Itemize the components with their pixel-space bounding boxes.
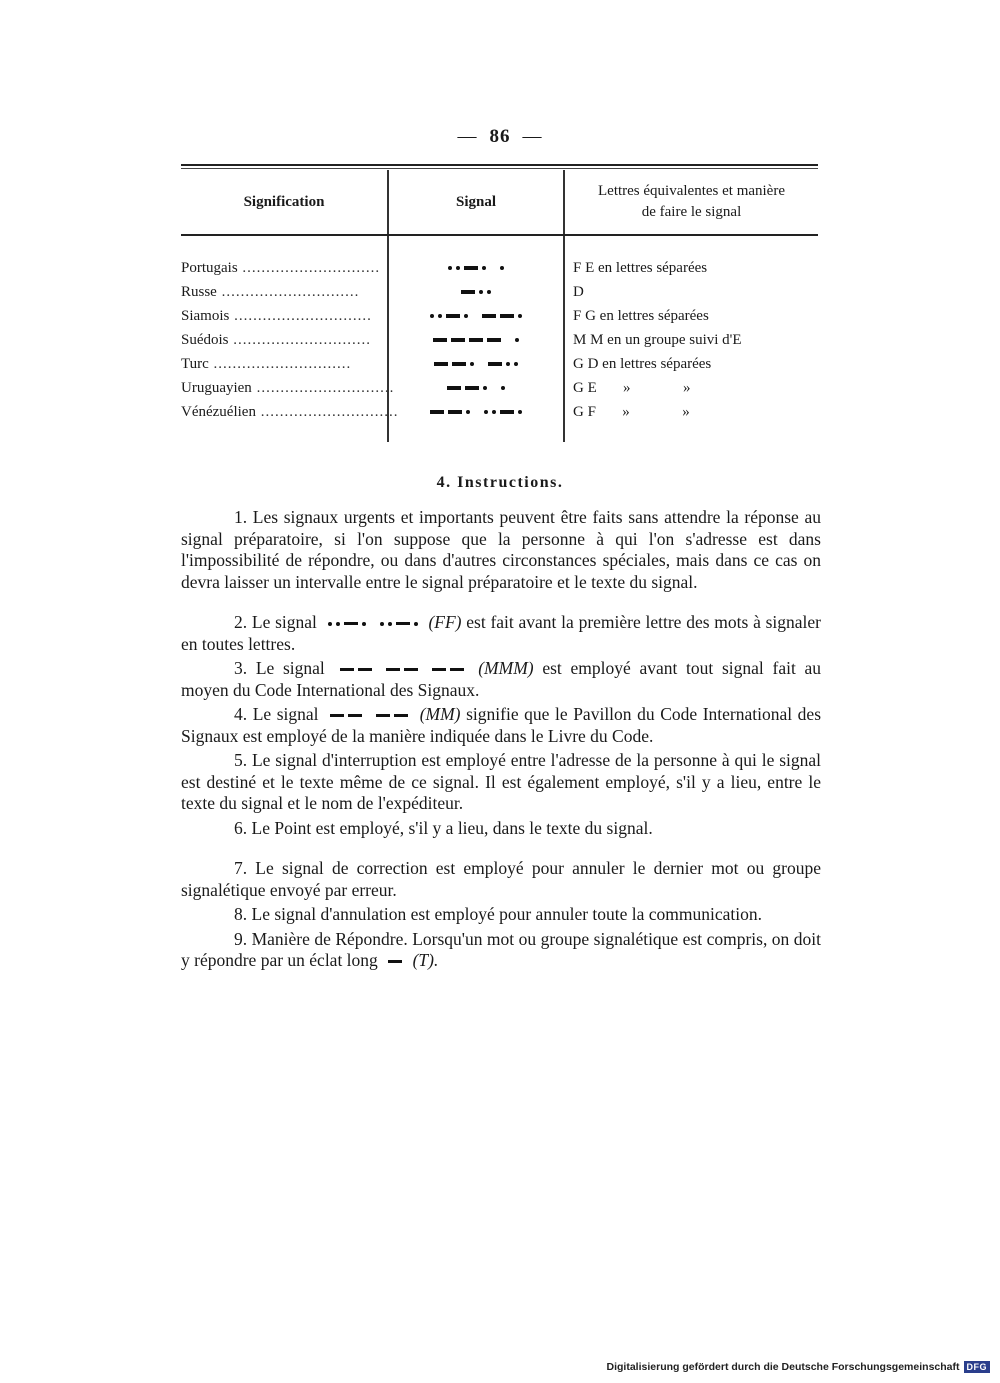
ditto-mark: » [622, 404, 630, 420]
morse-dot [518, 314, 522, 318]
paragraph-text: est employé avant tout signal fait au moyen du Code International des Signaux. [181, 658, 822, 700]
instruction-paragraph-9 [181, 929, 821, 972]
morse-dash [447, 386, 461, 390]
row-name-cell: Portugais ............................. [181, 260, 381, 276]
code-mmm: (MMM) [478, 658, 534, 678]
morse-dash [487, 338, 501, 342]
morse-dash [500, 314, 514, 318]
country-name: Portugais [181, 260, 238, 276]
row-name-cell: Vénézuélien ............................. [181, 404, 399, 420]
morse-dash [434, 362, 448, 366]
page-number [0, 126, 1000, 148]
signal-table [181, 164, 818, 442]
morse-dot [501, 386, 505, 390]
country-name: Siamois [181, 308, 230, 324]
instruction-paragraph-1: 1. Les signaux urgents et importants peuvent être faits sans attendre la réponse au signal préparatoire, si l'on suppose que la personne à qui l'on s'adresse est dans l'impossibilité de répondre, ou dans d'autres circonstances spéciales, mais dans ce cas on devra laisser un intervalle entre le signal préparatoire et le texte du signal. [181, 507, 821, 592]
ditto-mark: » [623, 380, 631, 396]
instructions-body [181, 507, 821, 972]
morse-dash [488, 362, 502, 366]
letters-value: G F [573, 404, 596, 420]
morse-signal [391, 352, 561, 376]
country-name: Vénézuélien [181, 404, 256, 420]
header-signification: Signification [243, 193, 325, 210]
morse-dash [430, 410, 444, 414]
paragraph-text: signifie que le Pavillon du Code International des Signaux est employé de la manière indiquée dans le Livre du Code. [181, 704, 822, 746]
morse-dash [469, 338, 483, 342]
morse-dash [433, 338, 447, 342]
country-name: Uruguayien [181, 380, 252, 396]
paragraph-text: 9. Manière de Répondre. Lorsqu'un mot ou groupe signalétique est compris, on doit y répondre par un éclat long [181, 928, 821, 970]
morse-signal [391, 328, 561, 352]
morse-dot [515, 338, 519, 342]
equivalent-letters: F G en lettres séparées [573, 308, 709, 324]
page-number-dash-left: — [457, 126, 478, 147]
morse-signal [391, 280, 561, 304]
row-name-cell: Suédois ............................. [181, 332, 372, 348]
morse-dash [452, 362, 466, 366]
country-name: Suédois [181, 332, 229, 348]
table-row [181, 256, 818, 280]
digitization-footer [607, 1361, 990, 1373]
dfg-logo: DFG [964, 1361, 991, 1373]
morse-glyphs [446, 266, 506, 270]
morse-dot [492, 410, 496, 414]
row-name-cell: Russe ............................. [181, 284, 360, 300]
header-signal: Signal [455, 193, 497, 210]
table-row [181, 400, 818, 424]
morse-signal [391, 400, 561, 424]
section-title: 4. Instructions. [436, 474, 564, 491]
table-row [181, 280, 818, 304]
table-body [181, 256, 818, 424]
code-t: (T). [412, 950, 439, 970]
morse-mm-symbol [328, 714, 410, 717]
morse-dot [464, 314, 468, 318]
morse-dash [482, 314, 496, 318]
header-letters-line1: Lettres équivalentes et manière [598, 183, 785, 199]
morse-dot [456, 266, 460, 270]
instruction-paragraph-6: 6. Le Point est employé, s'il y a lieu, dans le texte du signal. [234, 817, 653, 838]
page-number-dash-right: — [522, 126, 543, 147]
header-letters-line2: de faire le signal [641, 204, 742, 220]
table-header-rule [181, 234, 818, 236]
code-mm: (MM) [419, 704, 461, 724]
table-top-rule [181, 164, 818, 166]
morse-dot [466, 410, 470, 414]
morse-t-symbol [386, 960, 404, 963]
morse-dot [430, 314, 434, 318]
instruction-paragraph-4 [181, 704, 821, 747]
row-name-cell: Uruguayien ............................. [181, 380, 395, 396]
equivalent-letters: M M en un groupe suivi d'E [573, 332, 742, 348]
morse-signal [391, 376, 561, 400]
row-name-cell: Turc ............................. [181, 356, 352, 372]
morse-dot [438, 314, 442, 318]
row-name-cell: Siamois ............................. [181, 308, 372, 324]
instruction-paragraph-5: 5. Le signal d'interruption est employé entre l'adresse de la personne à qui le signal est destiné et le texte même de ce signal. Il est également employé, s'il y a lieu, entre le texte du signal et le nom de l'expéditeur. [181, 750, 821, 813]
instruction-paragraph-8: 8. Le signal d'annulation est employé pour annuler toute la communication. [234, 904, 763, 924]
morse-dot [483, 386, 487, 390]
instruction-paragraph-3 [181, 658, 821, 701]
footer-text: Digitalisierung gefördert durch die Deutsche Forschungsgemeinschaft [606, 1361, 960, 1373]
page-number-value: 86 [489, 126, 511, 147]
header-letters [565, 170, 818, 234]
ditto-mark: » [682, 404, 690, 420]
morse-signal [391, 304, 561, 328]
morse-glyphs [428, 314, 524, 318]
morse-dash [465, 386, 479, 390]
morse-dot [484, 410, 488, 414]
equivalent-letters [573, 376, 818, 400]
morse-ff-symbol [326, 622, 420, 626]
paragraph-text: 2. Le signal [234, 612, 317, 632]
paragraph-text: est fait avant la première lettre des mots à signaler en toutes lettres. [181, 612, 822, 654]
morse-dot [487, 290, 491, 294]
equivalent-letters: F E en lettres séparées [573, 260, 708, 276]
morse-dash [500, 410, 514, 414]
country-name: Turc [181, 356, 209, 372]
morse-glyphs [431, 338, 521, 342]
table-top-rule-thin [181, 168, 818, 169]
morse-dot [500, 266, 504, 270]
morse-dot [482, 266, 486, 270]
equivalent-letters: D [573, 284, 584, 300]
morse-glyphs [432, 362, 520, 366]
paragraph-text: 4. Le signal [234, 704, 319, 724]
morse-dot [506, 362, 510, 366]
ditto-mark: » [683, 380, 691, 396]
morse-glyphs [428, 410, 524, 414]
table-row [181, 304, 818, 328]
equivalent-letters: G D en lettres séparées [573, 356, 712, 372]
morse-glyphs [459, 290, 493, 294]
morse-signal [391, 256, 561, 280]
table-row [181, 328, 818, 352]
morse-dash [446, 314, 460, 318]
instruction-paragraph-2 [181, 612, 821, 655]
morse-dash [448, 410, 462, 414]
morse-mmm-symbol [338, 668, 466, 671]
morse-dot [514, 362, 518, 366]
table-row [181, 376, 818, 400]
instruction-paragraph-7: 7. Le signal de correction est employé pour annuler le dernier mot ou groupe signalétique envoyé par erreur. [181, 858, 821, 900]
morse-dot [479, 290, 483, 294]
equivalent-letters [573, 400, 818, 424]
morse-dot [448, 266, 452, 270]
country-name: Russe [181, 284, 217, 300]
morse-dot [518, 410, 522, 414]
morse-glyphs [445, 386, 507, 390]
table-row [181, 352, 818, 376]
morse-dot [470, 362, 474, 366]
morse-dash [464, 266, 478, 270]
code-ff: (FF) [428, 612, 462, 632]
letters-value: G E [573, 380, 597, 396]
paragraph-text: 3. Le signal [234, 658, 325, 678]
morse-dash [451, 338, 465, 342]
morse-dash [461, 290, 475, 294]
